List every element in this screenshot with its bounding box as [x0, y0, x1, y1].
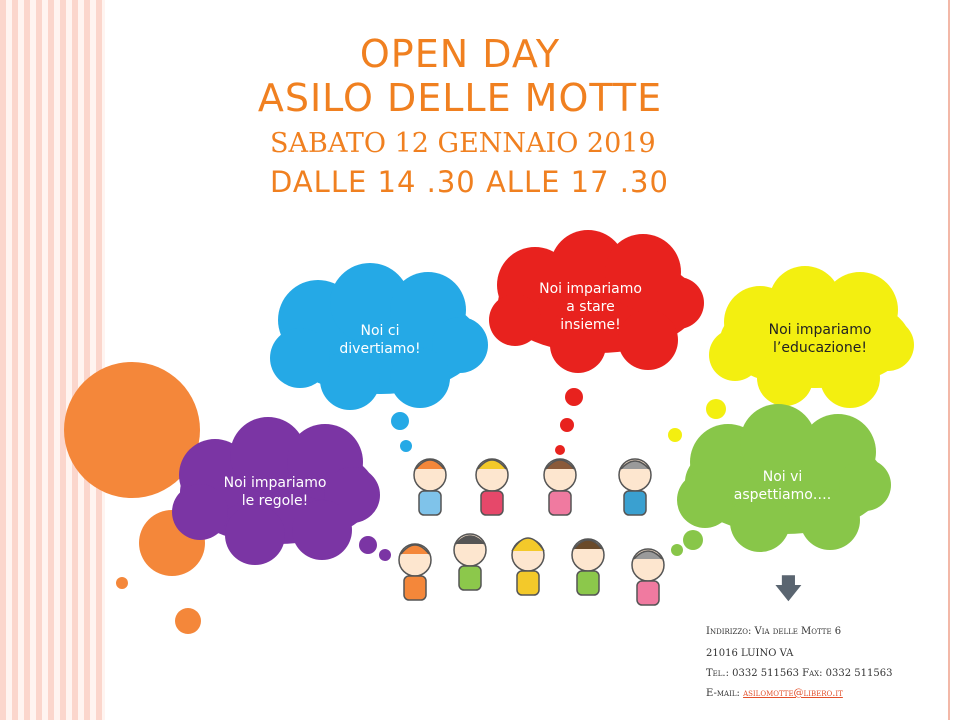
email-link[interactable]: asilomotte@libero.it: [743, 688, 843, 699]
green-cloud-text: [720, 468, 845, 504]
contact-email-row: [706, 688, 843, 699]
green-cloud-line-2: aspettiamo….: [733, 487, 832, 503]
red-cloud-line-1: Noi impariamo: [539, 281, 642, 297]
yellow-cloud-text: [755, 321, 885, 357]
blue-cloud-text: [320, 322, 440, 358]
contact-city: 21016 LUINO VA: [706, 648, 794, 659]
event-time: DALLE 14 .30 ALLE 17 .30: [270, 165, 669, 199]
children-illustration: [399, 459, 664, 605]
purple-cloud-text: [210, 474, 340, 510]
orange-circle-small: [175, 608, 201, 634]
red-cloud-line-3: insieme!: [560, 317, 621, 333]
title-school-name: ASILO DELLE MOTTE: [257, 76, 663, 120]
event-date: SABATO 12 GENNAIO 2019: [270, 128, 656, 159]
blue-cloud-line-2: divertiamo!: [339, 341, 421, 357]
blue-cloud-line-1: Noi ci: [360, 323, 400, 339]
red-cloud-text: [528, 280, 653, 334]
contact-address: Indirizzo: Via delle Motte 6: [706, 626, 842, 637]
green-cloud-line-1: Noi vi: [762, 469, 803, 485]
title-open-day: OPEN DAY: [359, 32, 561, 76]
contact-phone: Tel.: 0332 511563 Fax: 0332 511563: [706, 668, 893, 679]
red-cloud-line-2: a stare: [566, 299, 615, 315]
yellow-cloud-line-1: Noi impariamo: [768, 322, 872, 338]
purple-cloud-line-2: le regole!: [241, 493, 309, 509]
email-label: E-mail:: [706, 688, 740, 699]
arrow-down-icon: 🡇: [774, 572, 803, 605]
yellow-cloud-line-2: l’educazione!: [773, 340, 867, 356]
orange-circle-tiny: [116, 577, 128, 589]
purple-cloud-line-1: Noi impariamo: [223, 475, 327, 491]
